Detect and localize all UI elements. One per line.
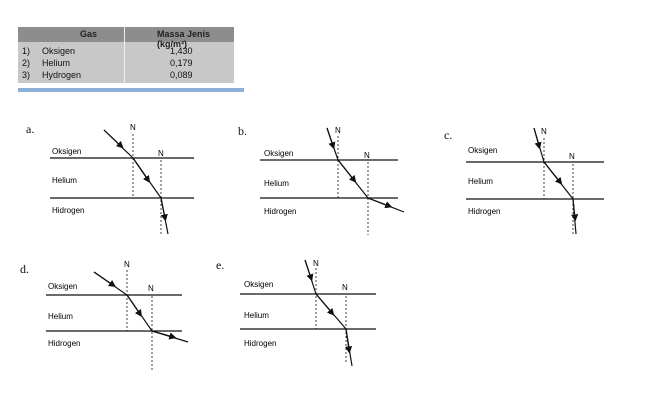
density-table bbox=[18, 27, 234, 83]
normal-label: N bbox=[569, 152, 575, 161]
normal-label: N bbox=[130, 123, 136, 132]
layer-label-helium: Helium bbox=[52, 176, 77, 185]
layer-label-hidrogen: Hidrogen bbox=[48, 339, 81, 348]
ray-arrow bbox=[338, 160, 354, 180]
diagram-e bbox=[214, 256, 392, 374]
normal-label: N bbox=[364, 151, 370, 160]
layer-label-helium: Helium bbox=[48, 312, 73, 321]
layer-label-oksigen: Oksigen bbox=[52, 147, 82, 156]
row-number: 3) bbox=[22, 70, 31, 80]
gas-name: Oksigen bbox=[42, 46, 76, 56]
refraction-diagram bbox=[234, 120, 428, 246]
diagram-b bbox=[234, 120, 428, 246]
table-header bbox=[18, 27, 234, 49]
diagram-c bbox=[438, 120, 642, 246]
refraction-diagram bbox=[22, 120, 216, 246]
density-value: 0,179 bbox=[170, 58, 193, 68]
normal-label: N bbox=[158, 149, 164, 158]
ray-arrow bbox=[368, 198, 389, 206]
ray-arrow bbox=[327, 128, 333, 146]
ray-arrow bbox=[534, 128, 539, 146]
ray-arrow bbox=[316, 294, 332, 313]
layer-label-hidrogen: Hidrogen bbox=[244, 339, 277, 348]
normal-label: N bbox=[313, 259, 319, 268]
header-density: Massa Jenis (kg/m³) bbox=[157, 29, 211, 49]
row-number: 2) bbox=[22, 58, 31, 68]
light-ray bbox=[104, 130, 168, 234]
option-label: e. bbox=[216, 258, 225, 272]
header-gas: Gas bbox=[80, 29, 98, 39]
gas-name: Helium bbox=[42, 58, 71, 68]
refraction-diagram bbox=[18, 258, 212, 378]
layer-label-helium: Helium bbox=[468, 177, 493, 186]
layer-label-oksigen: Oksigen bbox=[468, 146, 498, 155]
ray-arrow bbox=[161, 198, 165, 218]
layer-label-helium: Helium bbox=[264, 179, 289, 188]
option-label: d. bbox=[20, 262, 29, 276]
layer-label-helium: Helium bbox=[244, 311, 269, 320]
option-label: c. bbox=[444, 128, 453, 142]
diagram-a bbox=[22, 120, 216, 246]
layer-label-hidrogen: Hidrogen bbox=[52, 206, 85, 215]
normal-label: N bbox=[335, 126, 341, 135]
normal-label: N bbox=[148, 284, 154, 293]
cropped-text-strip bbox=[18, 88, 244, 92]
option-label: b. bbox=[238, 124, 247, 138]
density-value: 0,089 bbox=[170, 70, 193, 80]
column-divider bbox=[124, 27, 125, 83]
normal-label: N bbox=[541, 127, 547, 136]
light-ray bbox=[305, 260, 352, 366]
option-label: a. bbox=[26, 122, 35, 136]
normal-label: N bbox=[124, 260, 130, 269]
ray-arrow bbox=[133, 158, 148, 180]
gas-name: Hydrogen bbox=[42, 70, 82, 80]
layer-label-hidrogen: Hidrogen bbox=[468, 207, 501, 216]
ray-arrow bbox=[127, 295, 140, 314]
diagram-d bbox=[18, 258, 212, 378]
ray-arrow bbox=[94, 272, 113, 285]
layer-label-oksigen: Oksigen bbox=[244, 280, 274, 289]
ray-arrow bbox=[305, 260, 311, 278]
light-ray bbox=[534, 128, 576, 234]
light-ray bbox=[327, 128, 404, 212]
layer-label-hidrogen: Hidrogen bbox=[264, 207, 297, 216]
ray-arrow bbox=[346, 329, 349, 350]
ray-arrow bbox=[544, 162, 560, 182]
layer-label-oksigen: Oksigen bbox=[264, 149, 294, 158]
row-number: 1) bbox=[22, 46, 31, 56]
refraction-diagram bbox=[214, 256, 392, 374]
density-value: 1,430 bbox=[170, 46, 193, 56]
refraction-diagram bbox=[438, 120, 642, 246]
normal-label: N bbox=[342, 283, 348, 292]
layer-label-oksigen: Oksigen bbox=[48, 282, 78, 291]
ray-arrow bbox=[152, 331, 173, 337]
ray-arrow bbox=[104, 130, 121, 146]
